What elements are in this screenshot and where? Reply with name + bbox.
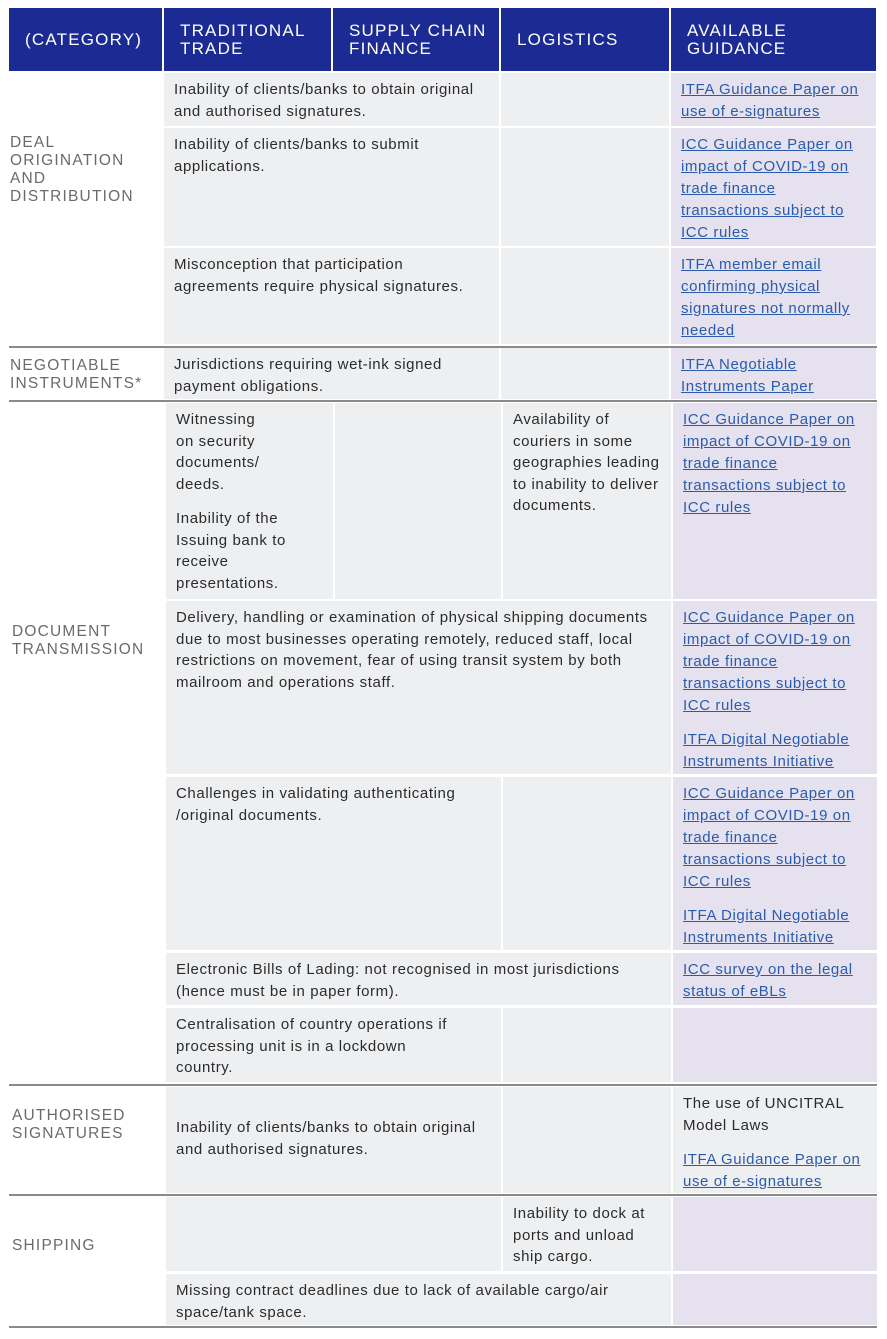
table-row-r9 <box>166 1008 501 1082</box>
guidance-cell-r11 <box>673 1197 877 1271</box>
guidance-cell-r8 <box>673 953 877 1005</box>
supply-chain-cell <box>335 403 501 599</box>
table-row-r1 <box>164 73 499 126</box>
guidance-link[interactable]: ICC Guidance Paper on impact of COVID-19 on trade finance transactions subject to ICC rules <box>683 609 855 714</box>
guidance-link[interactable]: ICC survey on the legal status of eBLs <box>683 961 853 1000</box>
category-document-transmission: DOCUMENT TRANSMISSION <box>12 623 145 658</box>
row-text: Electronic Bills of Lading: not recognised in most jurisdictions (hence must be in paper form). <box>176 961 620 1000</box>
guidance-link[interactable]: ITFA Digital Negotiable Instruments Initiative <box>683 907 850 946</box>
header-available-guidance: AVAILABLE GUIDANCE <box>671 8 876 71</box>
guidance-cell-r12 <box>673 1274 877 1325</box>
table-row-r12 <box>166 1274 671 1325</box>
row-text: Inability of clients/banks to obtain original and authorised signatures. <box>176 1119 476 1158</box>
table-row-r4 <box>164 348 499 399</box>
guidance-link[interactable]: ICC Guidance Paper on impact of COVID-19 on trade finance transactions subject to ICC rules <box>683 785 855 890</box>
row-text: Inability of clients/banks to obtain original and authorised signatures. <box>174 81 474 120</box>
guidance-cell-r10 <box>673 1087 877 1193</box>
category-deal-origination: DEAL ORIGINATION AND DISTRIBUTION <box>10 134 134 205</box>
guidance-link[interactable]: ITFA Digital Negotiable Instruments Initiative <box>683 731 850 770</box>
section-divider <box>9 1194 877 1196</box>
guidance-cell-r9 <box>673 1008 877 1082</box>
logistics-text: Availability of couriers in some geographies leading to inability to deliver documents. <box>513 411 660 514</box>
category-shipping: SHIPPING <box>12 1237 96 1254</box>
guidance-cell-r2 <box>671 128 876 246</box>
row-text: Inability of clients/banks to submit applications. <box>174 136 420 175</box>
row-text: Challenges in validating authenticating /original documents. <box>176 785 456 824</box>
row-text: Missing contract deadlines due to lack of available cargo/air space/tank space. <box>176 1282 609 1321</box>
guidance-cell-r6 <box>673 601 877 774</box>
logistics-cell <box>503 777 671 950</box>
guidance-link[interactable]: ITFA Guidance Paper on use of e-signatures <box>683 1151 861 1190</box>
guidance-link[interactable]: ITFA member email confirming physical signatures not normally needed <box>681 256 850 339</box>
logistics-cell <box>503 1197 671 1271</box>
logistics-cell <box>501 128 669 246</box>
logistics-cell <box>501 348 669 399</box>
row-text: Misconception that participation agreements require physical signatures. <box>174 256 464 295</box>
header-traditional-trade: TRADITIONAL TRADE <box>164 8 331 71</box>
table-row-r7 <box>166 777 501 950</box>
table-row-r10 <box>166 1087 501 1193</box>
guidance-text: The use of UNCITRAL Model Laws <box>683 1095 844 1134</box>
logistics-cell <box>503 403 671 599</box>
guidance-link[interactable]: ITFA Negotiable Instruments Paper <box>681 356 814 395</box>
header-logistics: LOGISTICS <box>501 8 669 71</box>
guidance-link[interactable]: ICC Guidance Paper on impact of COVID-19 on trade finance transactions subject to ICC rules <box>683 411 855 516</box>
section-divider <box>9 1326 877 1328</box>
section-divider <box>9 400 877 402</box>
row-text: Centralisation of country operations if processing unit is in a lockdown country. <box>176 1016 448 1076</box>
table-row-r5 <box>166 403 333 599</box>
guidance-cell-r1 <box>671 73 876 126</box>
table-row-r6 <box>166 601 671 774</box>
logistics-cell <box>503 1087 671 1193</box>
table-row-r11 <box>166 1197 501 1271</box>
row-text: Jurisdictions requiring wet-ink signed payment obligations. <box>174 356 442 395</box>
category-authorised-signatures: AUTHORISED SIGNATURES <box>12 1107 126 1142</box>
guidance-link[interactable]: ICC Guidance Paper on impact of COVID-19 on trade finance transactions subject to ICC rules <box>681 136 853 241</box>
row-text: Inability of the Issuing bank to receive presentations. <box>176 510 286 592</box>
table-row-r2 <box>164 128 499 246</box>
header-supply-chain-finance: SUPPLY CHAIN FINANCE <box>333 8 499 71</box>
section-divider <box>9 1084 877 1086</box>
guidance-cell-r5 <box>673 403 877 599</box>
row-text: Witnessing on security documents/ deeds. <box>176 411 260 493</box>
logistics-text: Inability to dock at ports and unload ship cargo. <box>513 1205 646 1265</box>
logistics-cell <box>501 73 669 126</box>
guidance-cell-r3 <box>671 248 876 344</box>
row-text: Delivery, handling or examination of physical shipping documents due to most businesses operating remotely, reduced staff, local restrictions on movement, fear of using transit system by both mailroom and operations staff. <box>176 609 648 691</box>
category-negotiable-instruments: NEGOTIABLE INSTRUMENTS* <box>10 357 143 392</box>
header-category: (CATEGORY) <box>9 8 162 71</box>
guidance-cell-r7 <box>673 777 877 950</box>
table-row-r3 <box>164 248 499 344</box>
logistics-cell <box>503 1008 671 1082</box>
guidance-link[interactable]: ITFA Guidance Paper on use of e-signatures <box>681 81 859 120</box>
table-row-r8 <box>166 953 671 1005</box>
guidance-cell-r4 <box>671 348 876 399</box>
logistics-cell <box>501 248 669 344</box>
